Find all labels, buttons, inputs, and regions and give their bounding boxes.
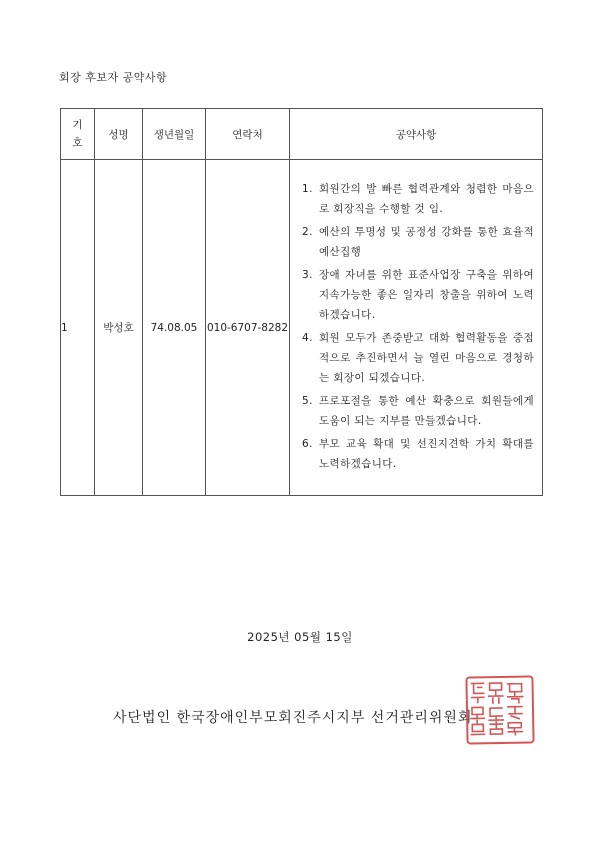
pledge-number: 6.: [302, 437, 313, 450]
pledge-item: [302, 328, 534, 388]
header-number: [61, 109, 95, 160]
header-name: 성명: [95, 109, 143, 160]
pledge-number: 3.: [302, 268, 313, 281]
pledge-text: 장애 자녀를 위한 표준사업장 구축을 위하여 지속가능한 좋은 일자리 창출을 위하여 노력하겠습니다.: [319, 268, 534, 321]
pledge-text: 프로포절을 통한 예산 확충으로 회원들에게 도움이 되는 지부를 만들겠습니다.: [319, 394, 534, 427]
document-date: 2025년 05월 15일: [247, 630, 353, 644]
table-header-row: [61, 109, 543, 160]
document-title: 회장 후보자 공약사항: [59, 71, 168, 84]
pledge-item: [302, 222, 534, 262]
pledge-text: 부모 교육 확대 및 선진지견학 가치 확대를 노력하겠습니다.: [319, 437, 534, 470]
candidate-table: [60, 108, 543, 496]
cell-birthdate: 74.08.05: [143, 160, 206, 496]
cell-name: 박성호: [95, 160, 143, 496]
pledge-item: [302, 179, 534, 219]
pledge-item: [302, 434, 534, 474]
pledge-list: [290, 179, 542, 474]
pledge-text: 회원간의 발 빠른 협력관계와 청렴한 마음으로 회장직을 수행할 것 임.: [319, 182, 534, 215]
header-birthdate: 생년월일: [143, 109, 206, 160]
pledge-number: 2.: [302, 225, 313, 238]
header-pledges: 공약사항: [290, 109, 543, 160]
pledge-text: 회원 모두가 존중받고 대화 협력활동을 중점적으로 추진하면서 늘 열린 마음으로 경청하는 회장이 되겠습니다.: [319, 331, 534, 384]
pledge-number: 4.: [302, 331, 313, 344]
pledge-item: [302, 265, 534, 325]
header-number-line1: 기: [72, 119, 83, 131]
cell-contact: 010-6707-8282: [206, 160, 290, 496]
official-seal-icon: [465, 675, 534, 744]
table-row: [61, 160, 543, 496]
pledge-number: 5.: [302, 394, 313, 407]
pledge-text: 예산의 투명성 및 공정성 강화를 통한 효율적 예산집행: [319, 225, 534, 258]
header-number-line2: 호: [72, 137, 83, 149]
pledge-item: [302, 391, 534, 431]
cell-pledges: [290, 160, 543, 496]
header-contact: 연락처: [206, 109, 290, 160]
cell-number: 1: [61, 160, 95, 496]
organization-name: 사단법인 한국장애인부모회진주시지부 선거관리위원회: [113, 710, 473, 726]
pledge-number: 1.: [302, 182, 313, 195]
